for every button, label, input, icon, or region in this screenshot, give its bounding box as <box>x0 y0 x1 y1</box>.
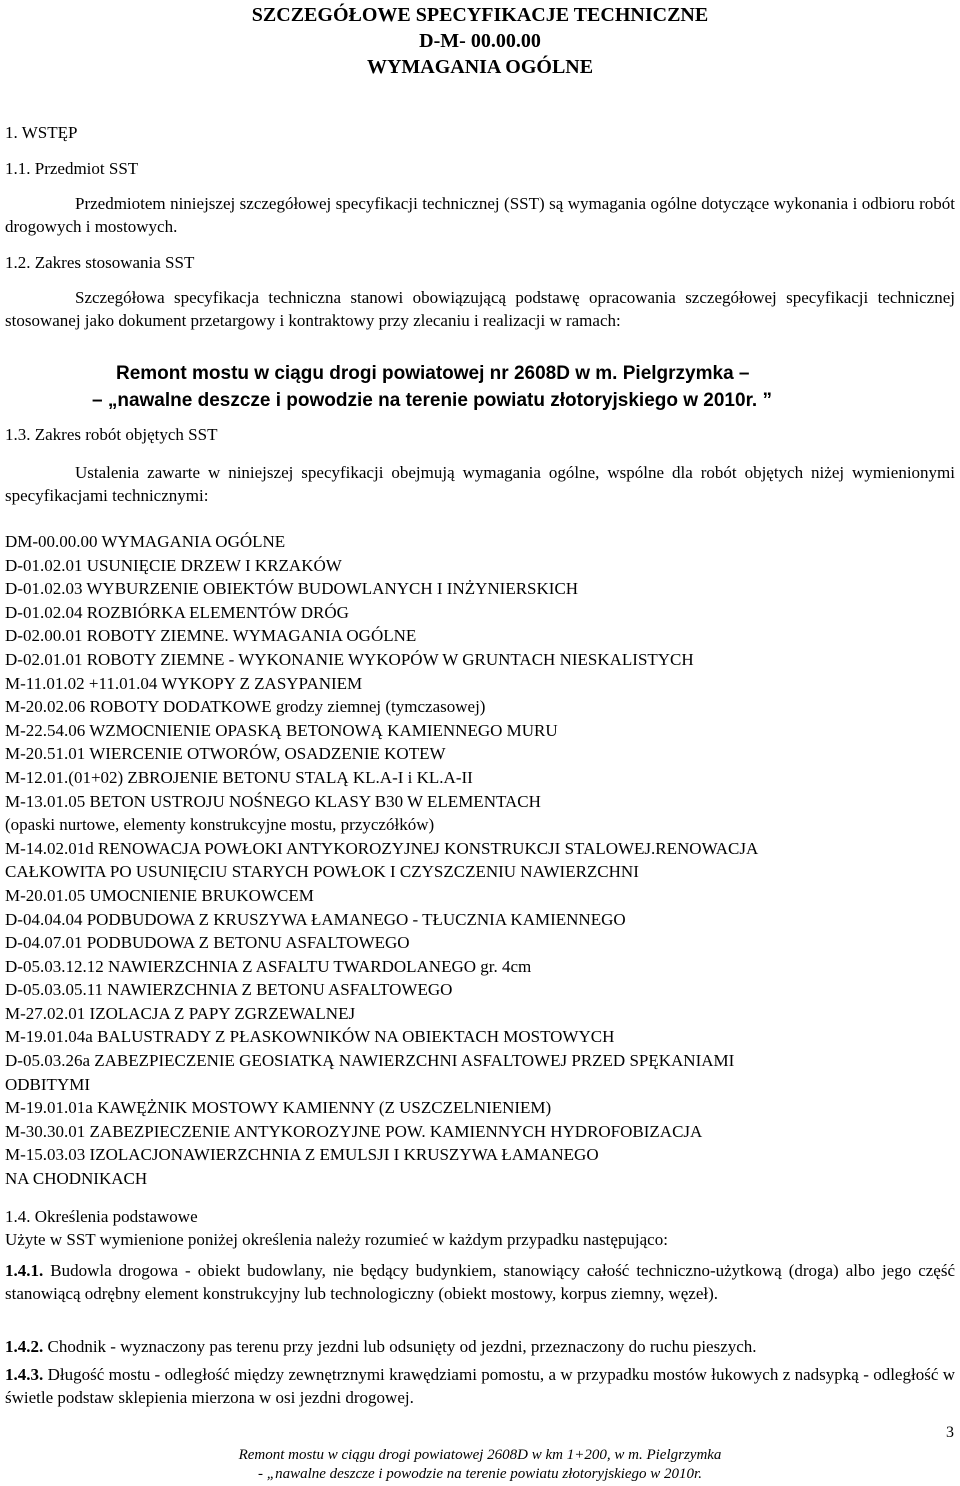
spec-list-item: D-01.02.01 USUNIĘCIE DRZEW I KRZAKÓW <box>5 555 342 575</box>
definition-text: Budowla drogowa - obiekt budowlany, nie będący budynkiem, stanowiący całość techniczno-użytkową (droga) albo jego część stanowiącą odrębny element konstrukcyjny lub technologiczny (obiekt mostowy, korpus ziemny, węzeł). <box>5 1261 955 1303</box>
section-1-1-text <box>5 192 955 238</box>
definition-number: 1.4.3. <box>5 1365 44 1384</box>
spec-list-item: M-30.30.01 ZABEZPIECZENIE ANTYKOROZYJNE POW. KAMIENNYCH HYDROFOBIZACJA <box>5 1121 703 1141</box>
spec-list-item: M-14.02.01d RENOWACJA POWŁOKI ANTYKOROZYJNEJ KONSTRUKCJI STALOWEJ.RENOWACJA <box>5 838 759 858</box>
spec-list-item: D-05.03.26a ZABEZPIECZENIE GEOSIATKĄ NAWIERZCHNI ASFALTOWEJ PRZED SPĘKANIAMI <box>5 1051 735 1071</box>
section-1-4-intro: Użyte w SST wymienione poniżej określenia należy rozumieć w każdym przypadku następująco: <box>5 1230 668 1249</box>
section-1-2-text <box>5 286 955 332</box>
spec-list-item: M-27.02.01 IZOLACJA Z PAPY ZGRZEWALNEJ <box>5 1003 356 1023</box>
spec-list-item: M-13.01.05 BETON USTROJU NOŚNEGO KLASY B30 W ELEMENTACH <box>5 791 541 811</box>
definition-number: 1.4.1. <box>5 1261 44 1280</box>
spec-list-item: D-05.03.12.12 NAWIERZCHNIA Z ASFALTU TWARDOLANEGO gr. 4cm <box>5 956 532 976</box>
section-1-1-paragraph: Przedmiotem niniejszej szczegółowej specyfikacji technicznej (SST) są wymagania ogólne dotyczące wykonania i odbioru robót drogowych i mostowych. <box>5 194 955 236</box>
spec-list-item: DM-00.00.00 WYMAGANIA OGÓLNE <box>5 532 286 551</box>
footer-line-2: - „nawalne deszcze i powodzie na terenie powiatu złotoryjskiego w 2010r. <box>257 1466 702 1482</box>
spec-list-item: M-19.01.04a BALUSTRADY Z PŁASKOWNIKÓW NA OBIEKTACH MOSTOWYCH <box>5 1027 615 1047</box>
spec-list-item: D-01.02.04 ROZBIÓRKA ELEMENTÓW DRÓG <box>5 602 349 622</box>
definition-text: Chodnik - wyznaczony pas terenu przy jezdni lub odsunięty od jezdni, przeznaczony do ruchu pieszych. <box>43 1337 757 1356</box>
spec-list-item: M-20.51.01 WIERCENIE OTWORÓW, OSADZENIE KOTEW <box>5 744 446 764</box>
spec-list-item: M-20.02.06 ROBOTY DODATKOWE grodzy ziemnej (tymczasowej) <box>5 697 486 717</box>
spec-list-item: M-11.01.02 +11.01.04 WYKOPY Z ZASYPANIEM <box>5 673 363 693</box>
section-1-3-paragraph: Ustalenia zawarte w niniejszej specyfikacji obejmują wymagania ogólne, wspólne dla robót objętych niżej wymienionymi specyfikacjami technicznymi: <box>5 463 955 505</box>
section-1-heading: 1. WSTĘP <box>5 123 78 142</box>
spec-list-item: D-04.04.04 PODBUDOWA Z KRUSZYWA ŁAMANEGO - TŁUCZNIA KAMIENNEGO <box>5 909 626 929</box>
definition-text: Długość mostu - odległość między zewnętrznymi krawędziami pomostu, a w przypadku mostów łukowych z nadsypką - odległość w świetle podstaw sklepienia mierzona w osi jezdni drogowej. <box>5 1365 955 1407</box>
definition-item <box>5 1363 955 1409</box>
title-line-3: WYMAGANIA OGÓLNE <box>366 56 594 78</box>
definition-number: 1.4.2. <box>5 1337 44 1356</box>
spec-list-item: D-04.07.01 PODBUDOWA Z BETONU ASFALTOWEGO <box>5 933 410 953</box>
spec-list-item: D-01.02.03 WYBURZENIE OBIEKTÓW BUDOWLANYCH I INŻYNIERSKICH <box>5 579 579 599</box>
section-1-4-heading: 1.4. Określenia podstawowe <box>5 1207 198 1226</box>
project-title-line-2: – „nawalne deszcze i powodzie na terenie powiatu złotoryjskiego w 2010r. ” <box>92 390 772 411</box>
spec-list-item: M-15.03.03 IZOLACJONAWIERZCHNIA Z EMULSJI I KRUSZYWA ŁAMANEGO <box>5 1145 599 1165</box>
spec-list-item: M-20.01.05 UMOCNIENIE BRUKOWCEM <box>5 885 314 905</box>
section-1-2-heading: 1.2. Zakres stosowania SST <box>5 253 195 272</box>
footer-line-1: Remont mostu w ciągu drogi powiatowej 2608D w km 1+200, w m. Pielgrzymka <box>238 1447 722 1463</box>
section-1-1-heading: 1.1. Przedmiot SST <box>5 159 139 178</box>
definition-item <box>5 1335 955 1358</box>
page-number: 3 <box>946 1424 954 1441</box>
document-title <box>0 2 960 80</box>
spec-list-item: D-05.03.05.11 NAWIERZCHNIA Z BETONU ASFALTOWEGO <box>5 980 453 1000</box>
spec-list-item: M-12.01.(01+02) ZBROJENIE BETONU STALĄ KL.A-I i KL.A-II <box>5 767 473 787</box>
project-title-line-1: Remont mostu w ciągu drogi powiatowej nr 2608D w m. Pielgrzymka – <box>116 363 750 384</box>
spec-list-item: (opaski nurtowe, elementy konstrukcyjne mostu, przyczółków) <box>5 815 435 835</box>
title-line-1: SZCZEGÓŁOWE SPECYFIKACJE TECHNICZNE <box>251 4 709 26</box>
definition-item <box>5 1259 955 1305</box>
spec-list-item: CAŁKOWITA PO USUNIĘCIU STARYCH POWŁOK I CZYSZCZENIU NAWIERZCHNI <box>5 862 639 882</box>
section-1-3-text <box>5 461 955 507</box>
spec-list-item: D-02.01.01 ROBOTY ZIEMNE - WYKONANIE WYKOPÓW W GRUNTACH NIESKALISTYCH <box>5 649 694 669</box>
spec-list <box>5 530 945 1191</box>
spec-list-item: M-22.54.06 WZMOCNIENIE OPASKĄ BETONOWĄ KAMIENNEGO MURU <box>5 720 558 740</box>
section-1-2-paragraph: Szczegółowa specyfikacja techniczna stanowi obowiązującą podstawę opracowania szczegółowej specyfikacji technicznej stosowanej jako dokument przetargowy i kontraktowy przy zlecaniu i realizacji w ramach: <box>5 288 955 330</box>
spec-list-item: NA CHODNIKACH <box>5 1169 148 1189</box>
spec-list-item: ODBITYMI <box>5 1074 90 1094</box>
spec-list-item: D-02.00.01 ROBOTY ZIEMNE. WYMAGANIA OGÓLNE <box>5 626 417 646</box>
title-line-2: D-M- 00.00.00 <box>419 30 541 52</box>
section-1-3-heading: 1.3. Zakres robót objętych SST <box>5 425 218 444</box>
spec-list-item: M-19.01.01a KAWĘŻNIK MOSTOWY KAMIENNY (Z USZCZELNIENIEM) <box>5 1098 552 1118</box>
